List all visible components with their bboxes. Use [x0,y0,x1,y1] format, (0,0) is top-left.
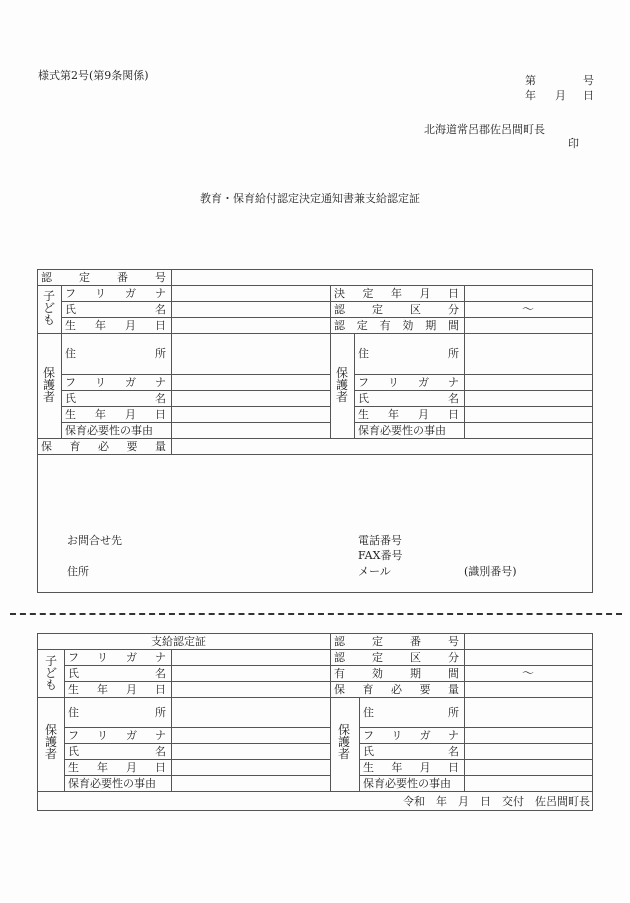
guardian-furigana-label [61,374,171,390]
label-char: リ [388,375,399,389]
child-birthdate-label [64,681,171,697]
label-char: 年 [391,760,403,774]
label-char: ガ [126,650,137,664]
label-char: 番 [410,634,421,648]
label-char: 氏 [363,744,374,758]
label-char: 号 [155,270,166,284]
guardian2-address-label [359,697,464,727]
label-char: 氏 [65,391,76,405]
label-char: 名 [155,391,166,405]
label-char: 名 [155,302,166,316]
form-number: 様式第2号(第9条関係) [38,69,149,82]
child-name-label [64,665,171,681]
label-char: 月 [126,682,137,696]
label-char: 年 [97,760,108,774]
guardian2-birthdate-label [354,406,464,422]
care-amount-label [330,681,464,697]
label-text: 保育必要性の事由 [68,776,156,790]
label-char: リ [97,650,108,664]
col-divider [171,269,172,454]
label-char: 有 [379,318,391,332]
fax-label: FAX番号 [358,549,403,562]
cut-line-divider [10,613,622,615]
label-char: 量 [155,439,166,453]
cert-number-label [37,269,171,285]
cert-category-label [330,649,464,665]
label-char: 月 [126,760,137,774]
label-char: 日 [448,286,459,300]
child-group-label: 子ども [42,289,55,327]
label-char: ナ [447,728,459,742]
label-char: ガ [419,728,431,742]
label-char: フ [358,375,369,389]
phone-label: 電話番号 [358,534,402,547]
label-char: 月 [125,318,136,332]
issuance-footer: 令和 年 月 日 交付 佐呂間町長 [403,795,590,808]
validity-period-label [330,665,464,681]
label-char: 月 [125,407,136,421]
guardian2-name-label [354,390,464,406]
guardian2-care-reason-label [354,422,464,438]
label-char: ナ [155,650,166,664]
label-char: 住 [363,705,374,719]
doc-number-prefix: 第 [525,74,536,87]
label-char: 認 [41,270,52,284]
label-char: 所 [448,347,459,360]
label-text: 保育必要性の事由 [358,423,446,437]
label-char: 定 [372,634,383,648]
guardian-address-label [64,697,171,727]
label-char: 生 [358,407,369,421]
guardian2-birthdate-label [359,759,464,775]
label-text: 保育必要性の事由 [363,776,451,790]
label-char: 所 [155,705,166,719]
label-char: 年 [95,407,106,421]
label-char: 必 [98,439,109,453]
page-title: 教育・保育給付認定決定通知書兼支給認定証 [200,192,420,205]
label-char: 氏 [68,744,79,758]
label-char: 名 [448,391,459,405]
guardian-group-label-left: 保護者 [42,366,55,404]
guardian-address-label [61,333,171,374]
label-char: 所 [155,347,166,360]
label-char: 所 [448,705,459,719]
certificate-title: 支給認定証 [151,635,206,648]
label-char: ガ [418,375,429,389]
decision-date-label [330,285,464,301]
label-char: リ [95,375,106,389]
col-divider [464,633,465,791]
guardian2-furigana-label [359,727,464,743]
label-char: 効 [372,666,383,680]
guardian2-care-reason-label [359,775,464,791]
label-char: 生 [363,760,374,774]
care-amount-label [37,438,171,454]
label-char: ガ [125,375,136,389]
label-char: 期 [410,666,421,680]
label-char: 定 [356,318,368,332]
doc-number-suffix: 号 [583,74,594,87]
label-char: 区 [410,302,421,316]
label-char: フ [65,375,76,389]
label-char: 生 [68,760,79,774]
label-char: 名 [155,744,166,758]
guardian-furigana-label [64,727,171,743]
label-char: 日 [448,407,459,421]
label-char: 住 [65,347,76,360]
label-char: 氏 [68,666,79,680]
cert-category-range: ～ [521,302,534,316]
label-char: 年 [391,286,402,300]
date-year: 年 [525,89,536,102]
label-char: 認 [334,650,345,664]
label-char: 氏 [65,302,76,316]
label-char: 生 [68,682,79,696]
child-birthdate-label [61,317,171,333]
label-char: 年 [97,682,108,696]
label-char: 定 [362,286,374,300]
label-char: 保 [41,439,52,453]
cert-number-field[interactable] [171,269,592,285]
label-char: 年 [388,407,399,421]
label-char: 月 [419,286,431,300]
label-char: 住 [358,347,369,360]
cert-number-label [330,633,464,649]
label-char: 間 [448,666,459,680]
cert-category-label [330,301,464,317]
label-char: 生 [65,407,76,421]
label-char: 保 [334,682,345,696]
label-char: 区 [410,650,421,664]
label-char: 要 [126,439,138,453]
guardian-name-label [64,743,171,759]
label-char: フ [65,286,76,300]
label-char: 住 [68,705,79,719]
label-char: 育 [69,439,81,453]
row-divider [37,791,593,792]
label-char: 日 [155,682,166,696]
label-char: 月 [419,760,431,774]
label-char: ナ [155,728,166,742]
child-name-label [61,301,171,317]
guardian-birthdate-label [64,759,171,775]
label-char: 認 [334,318,345,332]
label-char: 生 [65,318,76,332]
validity-period-range: ～ [521,666,534,680]
issuer-name: 北海道常呂郡佐呂間町長 [424,123,545,136]
label-char: ナ [155,286,166,300]
label-char: 月 [418,407,429,421]
guardian-care-reason-label [64,775,171,791]
label-char: 育 [362,682,374,696]
mail-label: メール [358,565,391,578]
label-char: 日 [155,407,166,421]
label-char: 名 [448,744,459,758]
label-char: 間 [447,318,459,332]
guardian-care-reason-label [61,422,171,438]
guardian-group-label-right: 保護者 [337,723,350,761]
label-char: 号 [448,634,459,648]
label-char: 期 [425,318,437,332]
col-divider [171,649,172,791]
label-char: リ [391,728,403,742]
label-char: フ [68,728,79,742]
label-char: 認 [334,634,345,648]
guardian2-furigana-label [354,374,464,390]
label-char: 氏 [358,391,369,405]
label-char: 日 [155,760,166,774]
guardian-group-label-left: 保護者 [44,723,57,761]
label-char: 必 [391,682,402,696]
guardian-group-label-right: 保護者 [335,366,348,404]
label-char: 年 [95,318,106,332]
label-char: 量 [448,682,459,696]
date-day: 日 [583,89,594,102]
label-char: 効 [402,318,414,332]
label-char: 認 [334,302,345,316]
label-char: 定 [372,650,383,664]
row-divider [37,454,593,455]
validity-period-label [330,317,464,333]
guardian2-name-label [359,743,464,759]
label-char: 日 [155,318,166,332]
label-text: 保育必要性の事由 [65,423,153,437]
label-char: ガ [125,286,136,300]
contact-address-label: 住所 [67,565,89,578]
label-char: 定 [372,302,383,316]
label-char: フ [363,728,374,742]
label-char: 分 [448,302,459,316]
label-char: 分 [448,650,459,664]
guardian-name-label [61,390,171,406]
label-char: 要 [419,682,431,696]
child-furigana-label [61,285,171,301]
label-char: 番 [117,270,128,284]
child-furigana-label [64,649,171,665]
date-month: 月 [555,89,566,102]
label-char: ナ [448,375,459,389]
label-char: リ [95,286,106,300]
label-char: ガ [126,728,137,742]
child-group-label: 子ども [44,654,57,692]
label-char: 名 [155,666,166,680]
label-char: 有 [334,666,345,680]
label-char: 日 [447,760,459,774]
guardian2-address-label [354,333,464,374]
label-char: 定 [79,270,90,284]
label-char: ナ [155,375,166,389]
id-number-label: (識別番号) [464,565,517,578]
label-char: 決 [334,286,345,300]
label-char: フ [68,650,79,664]
seal-mark: 印 [568,137,579,150]
guardian-birthdate-label [61,406,171,422]
label-char: リ [97,728,108,742]
inquiry-label: お問合せ先 [67,534,122,547]
